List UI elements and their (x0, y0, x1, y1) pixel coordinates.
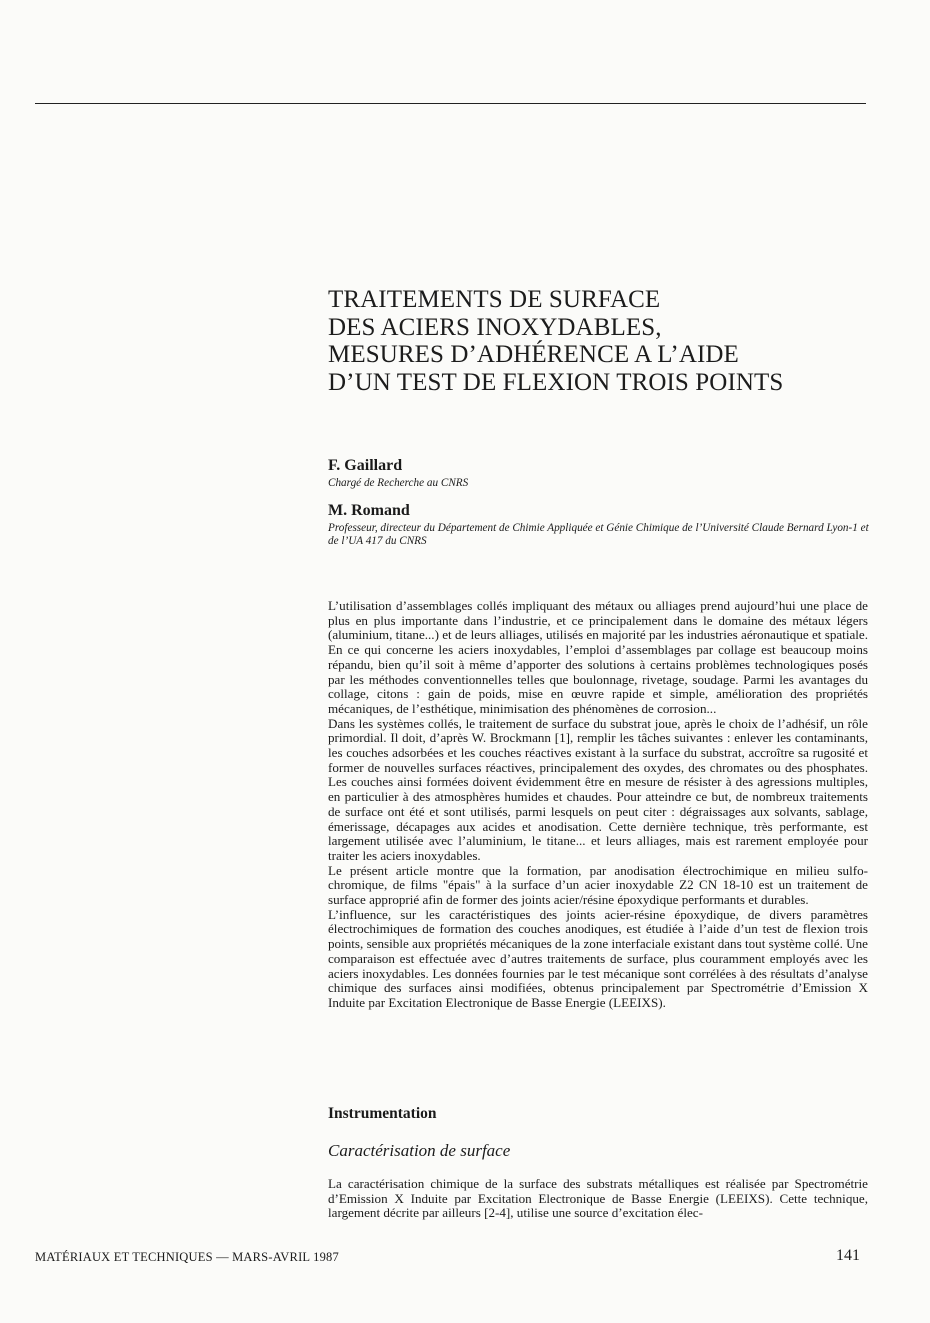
article-title (328, 286, 888, 396)
header-rule (35, 103, 866, 104)
author-name: M. Romand (328, 501, 410, 519)
body-paragraph: Dans les systèmes collés, le traitement de surface du substrat joue, après le choix de l’adhésif, un rôle primordial. Il doit, d’après W. Brockmann [1], remplir les tâches suivantes : enlever les contaminants, les couches adsorbées et les couches réactives existant à la surface du substrat, accroître sa rugosité et former de nouvelles surfaces réactives, principalement des oxydes, des chromates ou des phosphates. Les couches ainsi formées doivent évidemment être en mesure de résister à des agressions multiples, en particulier à des atmosphères humides et chaudes. Pour atteindre ce but, de nombreux traitements de surface ont été et sont utilisés, parmi lesquels on peut citer : dégraissages aux solvants, sablage, émerissage, décapages aux acides et anodisation. Cette dernière technique, très performante, est largement utilisée avec l’aluminium, le titane... et leurs alliages, mais est rarement employée pour traiter les aciers inoxydables. (328, 715, 868, 863)
page-number: 141 (836, 1247, 860, 1264)
journal-footer: MATÉRIAUX ET TECHNIQUES — MARS-AVRIL 1987 (35, 1250, 339, 1264)
title-line: DES ACIERS INOXYDABLES, (328, 313, 662, 341)
section-body (328, 1177, 868, 1221)
author-block (328, 457, 873, 549)
author-name: F. Gaillard (328, 457, 403, 474)
body-paragraph: L’influence, sur les caractéristiques des joints acier-résine époxydique, de divers paramètres électrochimiques de formation des couches anodiques, est étudiée à l’aide d’un test de flexion trois points, sensible aux propriétés mécaniques de la zone interfaciale existant dans tout système collé. Une comparaison est effectuée avec d’autres traitements de surface, plus couramment employés avec les aciers inoxydables. Les données fournies par le test mécanique sont corrélées à des résultats d’analyse chimique des surfaces ainsi modifiées, obtenus principalement par Spectrométrie d’Emission X Induite par Excitation Electronique de Basse Energie (LEEIXS). (328, 906, 868, 1010)
title-line: TRAITEMENTS DE SURFACE (328, 286, 661, 313)
article-body (328, 599, 868, 1011)
body-paragraph: La caractérisation chimique de la surface des substrats métalliques est réalisée par Spectrométrie d’Emission X Induite par Excitation Electronique de Basse Energie (LEEIXS). Cette technique, largement décrite par ailleurs [2-4], utilise une source d’excitation élec- (328, 1176, 868, 1221)
section-heading: Instrumentation (328, 1105, 437, 1122)
author-affiliation: Chargé de Recherche au CNRS (328, 477, 469, 489)
title-line: D’UN TEST DE FLEXION TROIS POINTS (328, 368, 784, 396)
title-line: MESURES D’ADHÉRENCE A L’AIDE (328, 341, 739, 368)
subsection-heading: Caractérisation de surface (328, 1141, 511, 1160)
author-affiliation: Professeur, directeur du Département de Chimie Appliquée et Génie Chimique de l’Université Claude Bernard Lyon-1 et de l’UA 417 du CNRS (328, 521, 869, 547)
body-paragraph: Le présent article montre que la formation, par anodisation électrochimique en milieu sulfo-chromique, de films "épais" à la surface d’un acier inoxydable Z2 CN 18-10 est un traitement de surface approprié afin de former des joints acier/résine époxydique performants et durables. (328, 862, 868, 908)
body-paragraph: L’utilisation d’assemblages collés impliquant des métaux ou alliages prend aujourd’hui une place de plus en plus importante dans l’industrie, et ce principalement dans le domaine des métaux légers (aluminium, titane...) et de leurs alliages, utilisés en majorité par les industries aéronautique et spatiale. En ce qui concerne les aciers inoxydables, l’emploi d’assemblages par collage est beaucoup moins répandu, bien qu’il soit à même d’apporter des solutions à certains problèmes technologiques posés par les méthodes conventionnelles telles que boulonnage, rivetage, soudage. Parmi les avantages du collage, citons : gain de poids, mise en œuvre rapide et simple, amélioration des propriétés mécaniques, de l’esthétique, minimisation des phénomènes de corrosion... (328, 598, 868, 716)
